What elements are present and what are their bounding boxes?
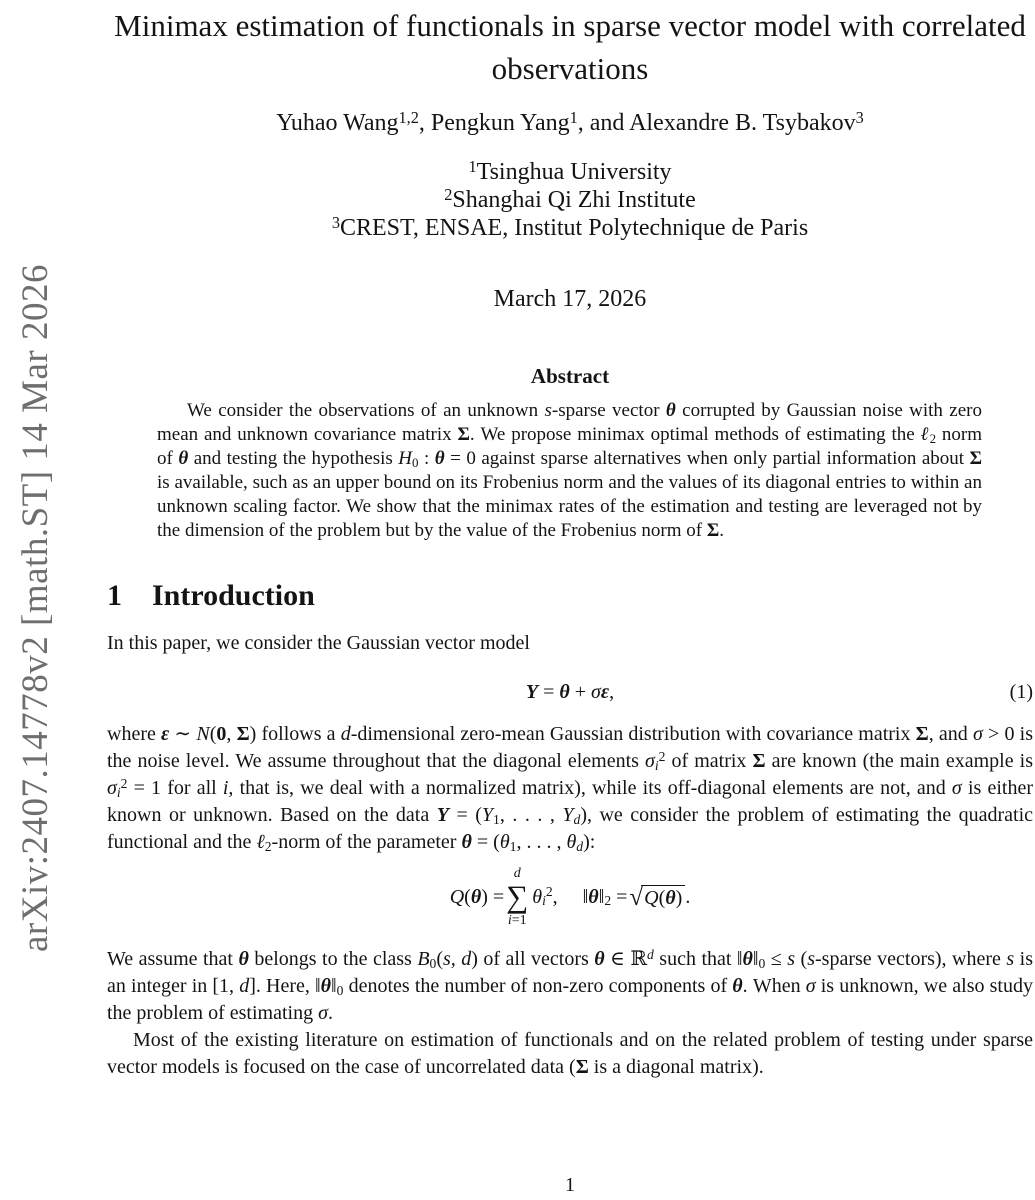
text-run: = (611, 885, 628, 908)
text-run: 3 (855, 107, 864, 127)
equation-quadratic-functional (107, 866, 1033, 928)
text-run: θ (665, 886, 676, 909)
abstract-heading: Abstract (530, 364, 610, 388)
text-run: is a diagonal matrix). (588, 1056, 764, 1078)
equation-1-number: (1) (1009, 681, 1033, 703)
text-run: H (398, 448, 413, 469)
affiliation-3-superscript: 3 (331, 212, 340, 232)
text-run: + (569, 681, 592, 703)
sqrt-radicand (641, 885, 685, 910)
text-run: 0 (412, 454, 419, 470)
text-run: σ (805, 975, 816, 997)
text-run: ∼ (169, 723, 197, 745)
text-run: ε (161, 723, 170, 745)
text-run: ‖ (598, 885, 605, 908)
text-run: d (239, 975, 250, 997)
affiliation-2-name: Shanghai Qi Zhi Institute (452, 187, 696, 213)
text-run: ‖ (331, 975, 337, 997)
text-run: = 0 against sparse alternatives when only partial information about (444, 448, 970, 469)
text-run: σ (591, 681, 601, 703)
text-run: ) follows a (249, 723, 341, 745)
text-run: i (222, 777, 229, 799)
text-run: θ (434, 448, 445, 469)
text-run: θ (742, 948, 753, 970)
equation-1 (107, 679, 1033, 706)
text-run: θ (566, 831, 577, 853)
text-run: -sparse vector (551, 400, 666, 421)
affiliation-3 (107, 214, 1033, 242)
equation-q-end (685, 886, 690, 909)
text-run: : (418, 448, 435, 469)
text-run: where (107, 723, 162, 745)
text-run: Yuhao Wang (276, 110, 399, 136)
text-run: s (544, 400, 552, 421)
text-run: -norm of the parameter (271, 831, 462, 853)
text-run: θ (461, 831, 472, 853)
text-run: d (576, 838, 584, 854)
paper-date: March 17, 2026 (493, 286, 647, 312)
text-run: , (552, 885, 583, 908)
text-run: = (538, 681, 560, 703)
text-run: Y (436, 804, 449, 826)
text-run: Σ (575, 1056, 589, 1078)
page-number: 1 (565, 1174, 575, 1196)
text-run: Q (449, 885, 465, 908)
text-run: , and Alexandre B. Tsybakov (577, 110, 856, 136)
text-run: is either known or unknown. Based on the data (107, 777, 1033, 826)
text-run: 1 (509, 838, 517, 854)
text-run: σ (107, 777, 117, 799)
text-run: θ (559, 681, 570, 703)
text-run: i (542, 893, 546, 909)
affiliation-1 (107, 158, 1033, 186)
summation-symbol (506, 866, 528, 928)
paper-page (107, 0, 1033, 1081)
text-run: , Pengkun Yang (418, 110, 570, 136)
section-number: 1 (107, 579, 122, 612)
abstract-text (157, 399, 982, 543)
text-run: Σ (457, 424, 470, 445)
text-run: is an integer in [1, (107, 948, 1033, 997)
text-run: = 1 for all (127, 777, 223, 799)
section-heading-introduction (107, 578, 1033, 614)
text-run: Σ (915, 723, 929, 745)
paragraph-literature (107, 1027, 1033, 1081)
text-run: denotes the number of non-zero components of (343, 975, 733, 997)
text-run: ) (675, 886, 683, 909)
text-run: Σ (752, 750, 766, 772)
text-run: such that ‖ (653, 948, 743, 970)
text-run: . (685, 885, 691, 908)
text-run: ℓ (256, 831, 265, 853)
paper-title: Minimax estimation of functionals in sparse vector model with correlated observations (114, 8, 1026, 86)
text-run: 0 (758, 955, 766, 971)
text-run: Σ (969, 448, 982, 469)
text-run: . (719, 520, 725, 541)
text-run: θ (178, 448, 189, 469)
text-run: 2 (545, 884, 553, 900)
text-run: are known (the main example is (765, 750, 1033, 772)
text-run: , . . . , (499, 804, 563, 826)
text-run: Σ (236, 723, 250, 745)
equation-q-lhs (450, 886, 504, 909)
text-run: ≤ (765, 948, 788, 970)
text-run: , that is, we deal with a normalized matrix), while its off-diagonal elements are not, and (228, 777, 952, 799)
text-run: θ (665, 400, 676, 421)
text-run: θ (238, 948, 249, 970)
text-run: d (573, 811, 581, 827)
text-run: , (226, 723, 237, 745)
text-run: 0 (429, 955, 437, 971)
text-run: 1 (569, 107, 578, 127)
section-title: Introduction (152, 579, 315, 612)
text-run: ) of all vectors (471, 948, 595, 970)
text-run: ε (600, 681, 610, 703)
text-run: θ (588, 885, 599, 908)
text-run: 0 (336, 982, 344, 998)
text-run: ( (795, 948, 808, 970)
text-run: norm of (157, 424, 982, 469)
paragraph-assume (107, 946, 1033, 1027)
text-run: B (417, 948, 430, 970)
text-run: ): (583, 831, 596, 853)
text-run: ( (464, 885, 471, 908)
text-run: i (116, 784, 121, 800)
text-run: =1 (511, 913, 527, 928)
sigma-sum-icon: ∑ (506, 879, 529, 914)
text-run: θ (732, 975, 743, 997)
text-run: -sparse vectors), where (815, 948, 1007, 970)
text-run: . When (742, 975, 806, 997)
text-run: Σ (706, 520, 720, 541)
text-run: θ (532, 885, 543, 908)
affiliations (107, 158, 1033, 242)
text-run: We consider the observations of an unknown (187, 400, 545, 421)
text-run: θ (470, 885, 482, 908)
text-run: s, d (443, 948, 472, 970)
text-run: ]. Here, ‖ (249, 975, 321, 997)
text-run: , (609, 681, 615, 703)
text-run: is unknown, we also study the problem of estimating (107, 975, 1033, 1024)
text-run: is available, such as an upper bound on its Frobenius norm and the values of its diagonal entries to within an unknown scaling factor. We show that the minimax rates of the estimation and testing are leveraged not by the dimension of the problem but by the value of the Frobenius norm of (157, 472, 982, 541)
text-run: > 0 is the noise level. We assume throughout that the diagonal elements (107, 723, 1034, 772)
text-run: ) = (481, 885, 505, 908)
text-run: belongs to the class (248, 948, 418, 970)
text-run: θ (320, 975, 332, 997)
text-run: σ (951, 777, 962, 799)
text-run: i (654, 757, 659, 773)
text-run: Y (525, 681, 539, 703)
text-run: ‖ (752, 948, 759, 970)
text-run: = ( (448, 804, 482, 826)
text-run: σ (972, 723, 983, 745)
text-run: 2 (120, 775, 128, 791)
text-run: ), we consider the problem of estimating the quadratic functional and the (107, 804, 1034, 853)
text-run: . We propose minimax optimal methods of estimating the (469, 424, 921, 445)
text-run: 1,2 (398, 107, 419, 127)
sqrt-expression (629, 885, 685, 910)
text-run: θ (499, 831, 510, 853)
paragraph-model (107, 721, 1033, 856)
affiliation-1-superscript: 1 (468, 156, 477, 176)
text-run: i (507, 913, 512, 928)
text-run: of matrix (665, 750, 753, 772)
text-run: 1 (493, 811, 500, 827)
paragraph-intro (107, 630, 1033, 657)
text-run: We assume that (107, 948, 239, 970)
text-run: 0 (216, 723, 227, 745)
text-run: Y (562, 804, 574, 826)
text-run: s (1006, 948, 1015, 970)
text-run: Y (481, 804, 494, 826)
text-run: σ (644, 750, 655, 772)
text-run: 2 (264, 838, 272, 854)
text-run: In this paper, we consider the Gaussian vector model (107, 632, 530, 654)
text-run: ℓ (920, 424, 930, 445)
radical-icon: √ (629, 883, 644, 911)
text-run: s (807, 948, 816, 970)
text-run: and testing the hypothesis (188, 448, 399, 469)
text-run: 2 (604, 893, 612, 909)
text-run: σ (318, 1002, 328, 1024)
affiliation-3-name: CREST, ENSAE, Institut Polytechnique de Paris (339, 215, 809, 241)
text-run: Q (644, 886, 659, 909)
text-run: s (787, 948, 796, 970)
arxiv-watermark: arXiv:2407.14778v2 [math.ST] 14 Mar 2026 (15, 264, 56, 952)
text-run: . (327, 1002, 333, 1024)
text-run: = ( (471, 831, 500, 853)
text-run: ‖ (582, 885, 589, 908)
text-run: , . . . , (516, 831, 567, 853)
text-run: ( (658, 886, 666, 909)
text-run: , and (928, 723, 973, 745)
affiliation-1-name: Tsinghua University (476, 159, 672, 185)
text-run: 2 (929, 430, 937, 446)
authors-line (107, 108, 1033, 138)
text-run: N (196, 723, 210, 745)
summation-lower-limit (508, 913, 527, 928)
text-run: ( (209, 723, 217, 745)
affiliation-2 (107, 186, 1033, 214)
text-run: d (647, 946, 654, 962)
text-run: ( (436, 948, 443, 970)
equation-1-content (526, 681, 614, 703)
text-run: d (513, 866, 521, 881)
equation-q-content (450, 866, 691, 928)
text-run: 2 (658, 748, 666, 764)
text-run: θ (594, 948, 605, 970)
text-run: d (340, 723, 351, 745)
text-run: Most of the existing literature on estimation of functionals and on the related problem of testing under sparse vector models is focused on the case of uncorrelated data ( (107, 1029, 1033, 1078)
affiliation-2-superscript: 2 (444, 184, 453, 204)
text-run: ∈ ℝ (604, 948, 648, 970)
text-run: corrupted by Gaussian noise with zero mean and unknown covariance matrix (157, 400, 982, 445)
equation-q-middle (532, 886, 627, 909)
text-run: -dimensional zero-mean Gaussian distribution with covariance matrix (350, 723, 916, 745)
